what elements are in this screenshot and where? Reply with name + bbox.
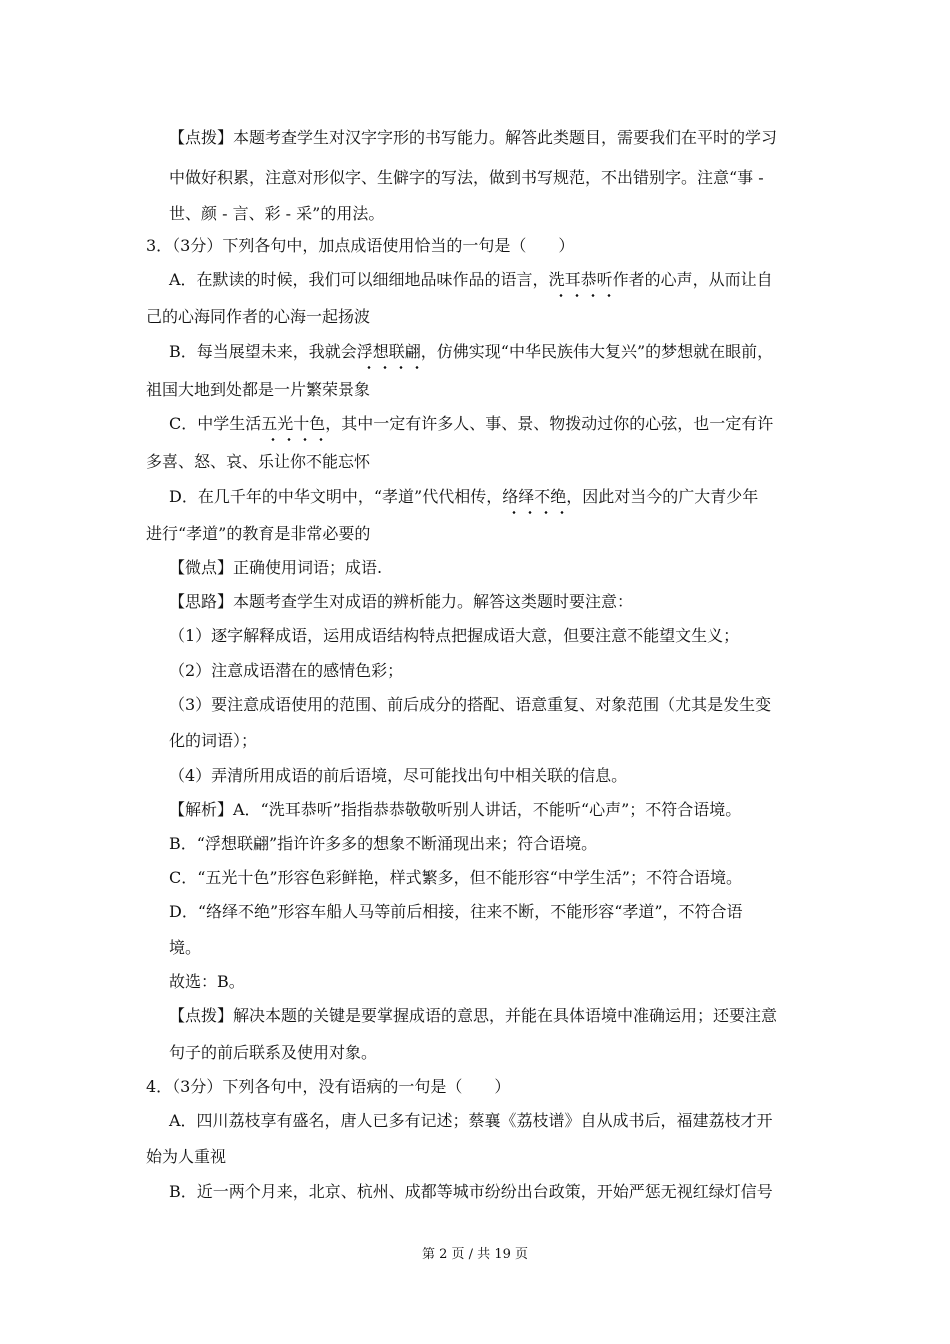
option-c-line-2: 多喜、怒、哀、乐让你不能忘怀 <box>146 452 371 471</box>
analysis-d-line-1: D．“络绎不绝”形容车船人马等前后相接，往来不断，不能形容“孝道”，不符合语 <box>169 902 743 921</box>
approach-point-3-line-2: 化的词语）； <box>169 731 258 750</box>
analysis-a: 【解析】A．“洗耳恭听”指指恭恭敬敬听别人讲话，不能听“心声”；不符合语境。 <box>169 800 742 819</box>
analysis-d-line-2: 境。 <box>169 938 202 957</box>
q4-option-b-line-1: B．近一两个月来，北京、杭州、成都等城市纷纷出台政策，开始严惩无视红绿灯信号 <box>169 1182 773 1201</box>
approach-point-4: （4）弄清所用成语的前后语境，尽可能找出句中相关联的信息。 <box>169 766 628 785</box>
analysis-c: C．“五光十色”形容色彩鲜艳，样式繁多，但不能形容“中学生活”；不符合语境。 <box>169 868 742 887</box>
dotted-idiom-d: 络绎不绝 <box>502 487 567 506</box>
approach-point-1: （1）逐字解释成语，运用成语结构特点把握成语大意，但要注意不能望文生义； <box>169 626 740 645</box>
knowledge-point: 【微点】正确使用词语；成语. <box>169 558 383 577</box>
option-a-line-2: 己的心海同作者的心海一起扬波 <box>146 307 371 326</box>
q4-option-a-line-2: 始为人重视 <box>146 1147 227 1166</box>
option-a-line-1: A．在默读的时候，我们可以细细地品味作品的语言，洗耳恭听作者的心声，从而让自 <box>169 270 773 289</box>
tip-1-line-3: 世、颜 - 言、彩 - 采”的用法。 <box>169 204 385 223</box>
answer: 故选：B。 <box>169 972 245 991</box>
option-c-line-1: C．中学生活五光十色，其中一定有许多人、事、景、物拨动过你的心弦，也一定有许 <box>169 414 774 433</box>
question-4-stem: 4．（3分）下列各句中，没有语病的一句是（ ） <box>146 1077 511 1096</box>
tip-2-line-2: 句子的前后联系及使用对象。 <box>169 1043 378 1062</box>
q4-option-a-line-1: A．四川荔枝享有盛名，唐人已多有记述；蔡襄《荔枝谱》自从成书后，福建荔枝才开 <box>169 1111 773 1130</box>
dotted-idiom-b: 浮想联翩 <box>356 342 421 361</box>
tip-1-line-1: 【点拨】本题考查学生对汉字字形的书写能力。解答此类题目，需要我们在平时的学习 <box>169 128 778 147</box>
analysis-b: B．“浮想联翩”指许许多多的想象不断涌现出来；符合语境。 <box>169 834 598 853</box>
option-d-line-1: D．在几千年的中华文明中，“孝道”代代相传，络绎不绝，因此对当今的广大青少年 <box>169 487 759 506</box>
question-3-stem: 3．（3分）下列各句中，加点成语使用恰当的一句是（ ） <box>146 236 575 255</box>
option-b-line-1: B．每当展望未来，我就会浮想联翩，仿佛实现“中华民族伟大复兴”的梦想就在眼前， <box>169 342 774 361</box>
dotted-idiom-c: 五光十色 <box>261 414 326 433</box>
approach-point-3-line-1: （3）要注意成语使用的范围、前后成分的搭配、语意重复、对象范围（尤其是发生变 <box>169 695 772 714</box>
option-b-line-2: 祖国大地到处都是一片繁荣景象 <box>146 380 371 399</box>
option-d-line-2: 进行“孝道”的教育是非常必要的 <box>146 524 371 543</box>
approach-intro: 【思路】本题考查学生对成语的辨析能力。解答这类题时要注意： <box>169 592 634 611</box>
page-footer: 第 2 页 / 共 19 页 <box>422 1247 528 1262</box>
dotted-idiom-a: 洗耳恭听 <box>548 270 613 289</box>
tip-2-line-1: 【点拨】解决本题的关键是要掌握成语的意思，并能在具体语境中准确运用；还要注意 <box>169 1006 778 1025</box>
approach-point-2: （2）注意成语潜在的感情色彩； <box>169 661 404 680</box>
tip-1-line-2: 中做好积累，注意对形似字、生僻字的写法，做到书写规范，不出错别字。注意“事 - <box>169 168 764 187</box>
